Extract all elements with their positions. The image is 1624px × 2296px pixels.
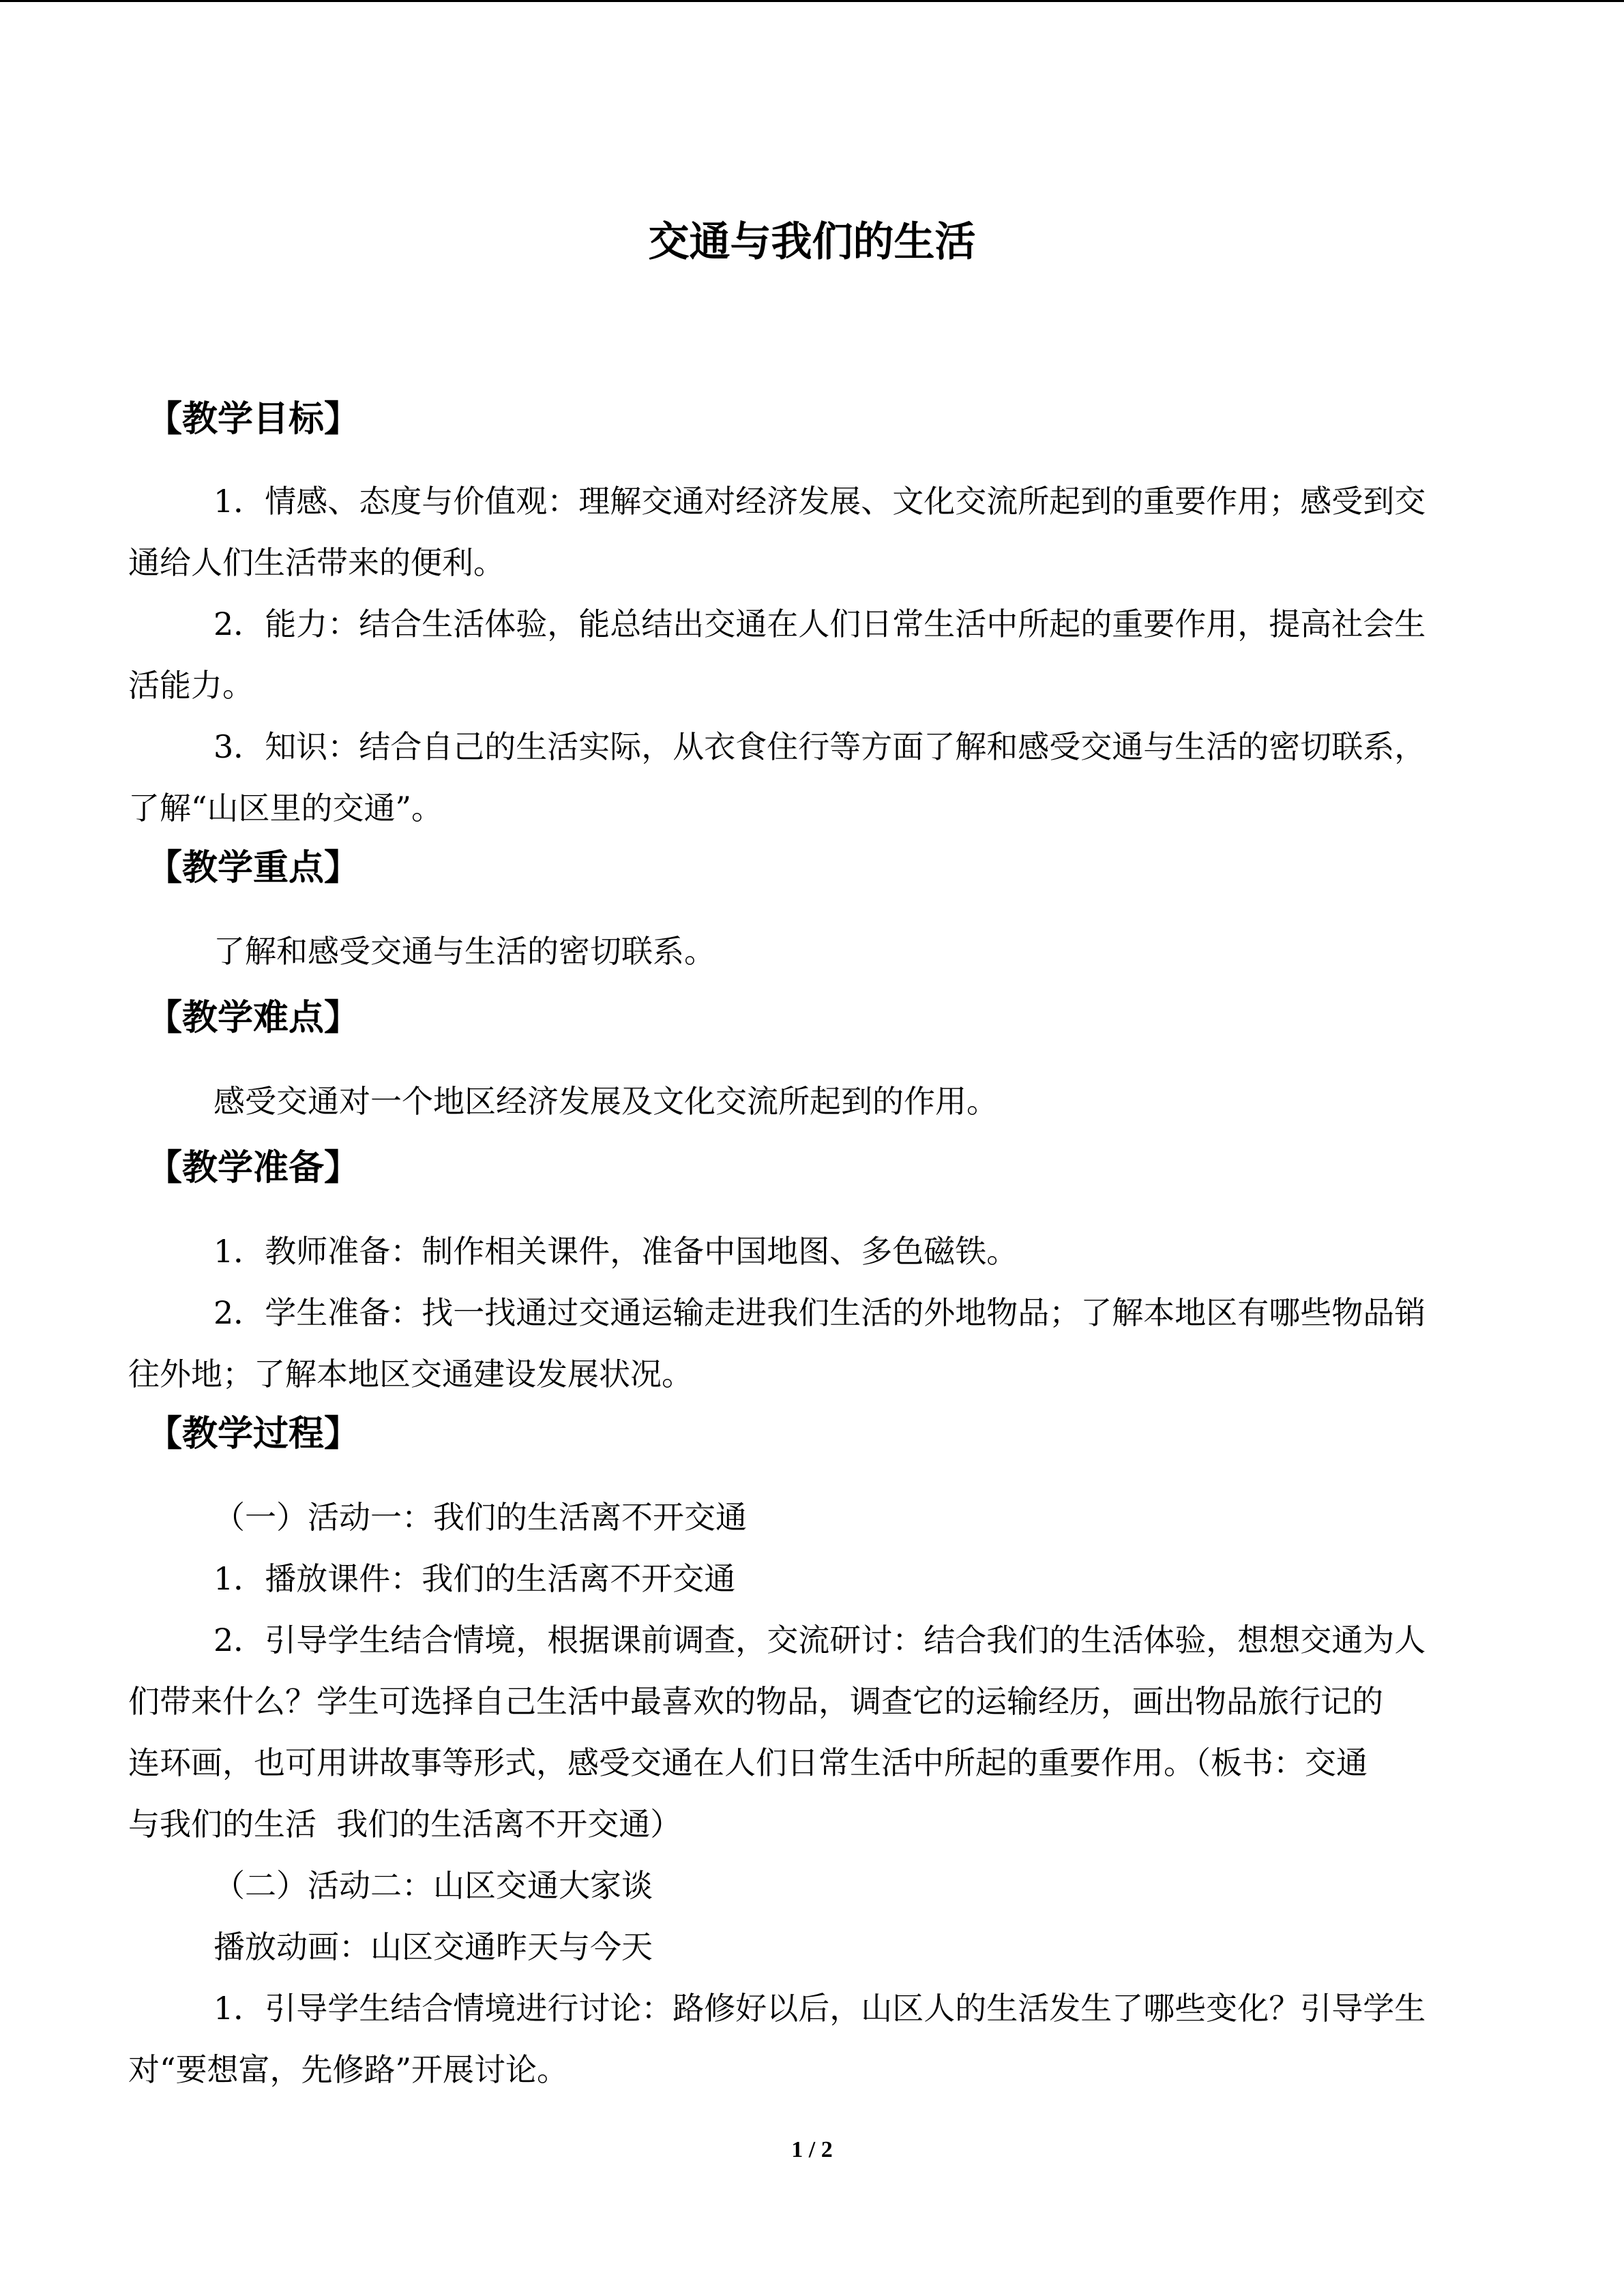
process-step-3-line-1: 1．引导学生结合情境进行讨论：路修好以后，山区人的生活发生了哪些变化？引导学生 (213, 1990, 1426, 2027)
top-border-line (0, 0, 1624, 2)
objective-3-line-2: 了解“山区里的交通”。 (128, 790, 443, 826)
process-step-2-line-1: 2．引导学生结合情境，根据课前调查，交流研讨：结合我们的生活体验，想想交通为人 (213, 1622, 1426, 1658)
difficulties-text: 感受交通对一个地区经济发展及文化交流所起到的作用。 (213, 1083, 998, 1120)
process-step-2 (128, 1609, 1473, 1855)
heading-teaching-process: 【教学过程】 (147, 1414, 360, 1455)
heading-key-points: 【教学重点】 (147, 848, 360, 889)
animation-line: 播放动画：山区交通昨天与今天 (213, 1928, 653, 1965)
preparation-1-line-1: 1．教师准备：制作相关课件，准备中国地图、多色磁铁。 (213, 1233, 1018, 1270)
objective-item-1 (128, 471, 1473, 593)
objective-item-2 (128, 593, 1473, 716)
key-points-text: 了解和感受交通与生活的密切联系。 (213, 933, 715, 970)
process-step-2-line-4: 与我们的生活 我们的生活离不开交通） (128, 1806, 682, 1843)
objective-1-line-2: 通给人们生活带来的便利。 (128, 544, 505, 581)
activity-2-title: （二）活动二：山区交通大家谈 (213, 1867, 653, 1904)
preparation-2-line-2: 往外地；了解本地区交通建设发展状况。 (128, 1356, 693, 1392)
process-step-1: 1．播放课件：我们的生活离不开交通 (213, 1560, 736, 1597)
heading-preparation: 【教学准备】 (147, 1148, 360, 1189)
activity-1-title: （一）活动一：我们的生活离不开交通 (213, 1499, 747, 1536)
objective-3-line-1: 3．知识：结合自己的生活实际，从衣食住行等方面了解和感受交通与生活的密切联系， (213, 728, 1426, 765)
process-step-3-line-2: 对“要想富，先修路”开展讨论。 (128, 2051, 569, 2088)
objective-2-line-2: 活能力。 (128, 667, 254, 704)
objective-item-3 (128, 716, 1473, 839)
process-step-2-line-2: 们带来什么？学生可选择自己生活中最喜欢的物品，调查它的运输经历，画出物品旅行记的 (128, 1683, 1383, 1720)
heading-difficulties: 【教学难点】 (147, 998, 360, 1039)
objective-2-line-1: 2．能力：结合生活体验，能总结出交通在人们日常生活中所起的重要作用，提高社会生 (213, 606, 1426, 642)
process-step-2-line-3: 连环画，也可用讲故事等形式，感受交通在人们日常生活中所起的重要作用。（板书：交通 (128, 1744, 1368, 1781)
preparation-item-2 (128, 1282, 1473, 1405)
process-step-3 (128, 1978, 1473, 2100)
objective-1-line-1: 1．情感、态度与价值观：理解交通对经济发展、文化交流所起到的重要作用；感受到交 (213, 483, 1426, 520)
heading-teaching-objectives: 【教学目标】 (147, 399, 360, 440)
document-title: 交通与我们的生活 (648, 218, 976, 266)
page-number: 1 / 2 (791, 2137, 833, 2162)
preparation-item-1 (128, 1221, 1473, 1282)
preparation-2-line-1: 2．学生准备：找一找通过交通运输走进我们生活的外地物品；了解本地区有哪些物品销 (213, 1294, 1426, 1331)
